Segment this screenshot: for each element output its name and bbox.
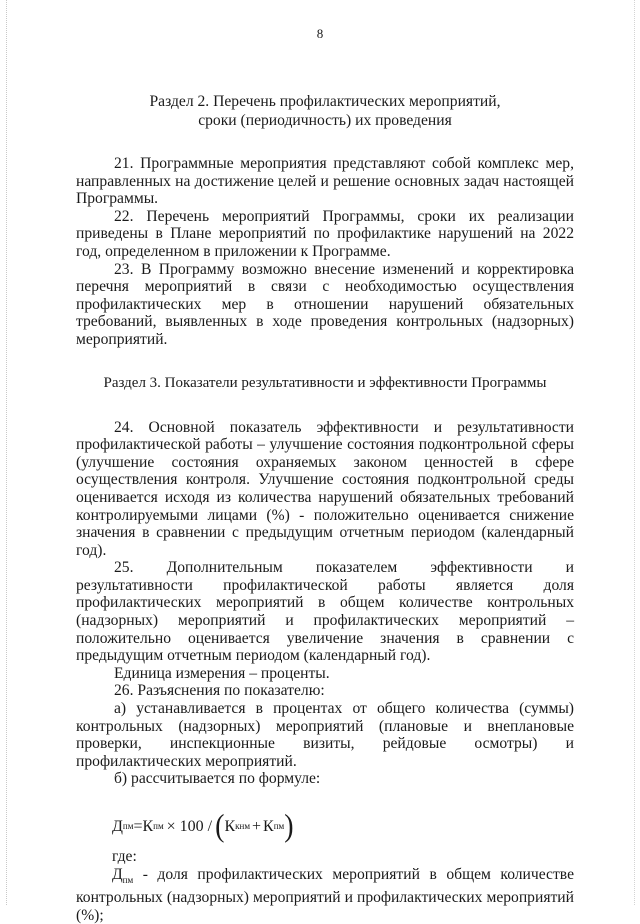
paragraph-23: 23. В Программу возможно внесение изменений и корректировка перечня мероприятий в связи с необходимостью осуществления профилактических мер в отношении нарушений обязательных требований, выявленных в ходе проведения контрольных (надзорных) мероприятий. — [76, 260, 574, 348]
page-right-edge — [634, 0, 635, 905]
paragraph-22: 22. Перечень мероприятий Программы, сроки их реализации приведены в Плане мероприятий по профилактике нарушений на 2022 год, определенном в приложении к Программе. — [76, 207, 574, 260]
formula — [112, 810, 574, 844]
definition-dpm — [76, 866, 574, 924]
section-2-heading-line-2: сроки (периодичность) их проведения — [198, 112, 452, 129]
formula-k1: К — [142, 818, 154, 836]
document-body — [76, 92, 574, 924]
formula-k2-sub: кнм — [235, 821, 251, 832]
definition-text: - доля профилактических мероприятий в общем количестве контрольных (надзорных) мероприятий и профилактических мероприятий (%); — [76, 865, 574, 924]
item-b: б) рассчитывается по формуле: — [114, 770, 321, 788]
unit-of-measure: Единица измерения – проценты. — [114, 664, 330, 682]
page-number: 8 — [316, 26, 324, 41]
formula-k2: К — [224, 818, 236, 836]
formula-plus: + — [252, 818, 262, 836]
formula-lhs: Д — [112, 818, 123, 836]
formula-where: где: — [112, 848, 137, 865]
page-left-edge — [6, 0, 7, 905]
paragraph-25: 25. Дополнительным показателем эффективности и результативности профилактической работы является доля профилактических мероприятий в общем количестве контрольных (надзорных) мероприятий и профилактических мероприятий – положительно оценивается увеличение значения в сравнении с предыдущим отчетным периодом (календарный год). — [76, 559, 574, 665]
formula-k3: К — [263, 818, 274, 836]
formula-times: × 100 / — [166, 818, 213, 836]
paragraph-24: 24. Основной показатель эффективности и результативности профилактической работы – улучшение состояния подконтрольной сферы (улучшение состояния охраняемых законом ценностей в сфере осуществления контроля. Улучшение состояния подконтрольной среды оценивается исходя из количества нарушений обязательных требований контролируемыми лицами (%) - положительно оценивается снижение значения в сравнении с предыдущим отчетным периодом (календарный год). — [76, 418, 574, 559]
section-2-heading — [76, 92, 574, 130]
paragraph-21: 21. Программные мероприятия представляют собой комплекс мер, направленных на достижение целей и решение основных задач настоящей Программы. — [76, 155, 574, 208]
definition-symbol: Д — [112, 865, 123, 883]
definition-symbol-sub: пм — [122, 874, 134, 885]
item-a: а) устанавливается в процентах от общего количества (суммы) контрольных (надзорных) мероприятий (плановые и внеплановые проверки, инспекционные визиты, рейдовые осмотры) и профилактических мероприятий. — [76, 700, 574, 770]
formula-equals: = — [133, 818, 143, 836]
formula-lhs-sub: пм — [122, 821, 134, 832]
formula-close-bracket: ) — [284, 808, 294, 845]
paragraph-26: 26. Разъяснения по показателю: — [114, 682, 325, 700]
formula-open-bracket: ( — [215, 808, 225, 845]
formula-k1-sub: пм — [153, 821, 164, 832]
section-3-heading: Раздел 3. Показатели результативности и эффективности Программы — [103, 374, 547, 391]
section-2-heading-line-1: Раздел 2. Перечень профилактических мероприятий, — [149, 93, 501, 110]
formula-k3-sub: пм — [273, 821, 285, 832]
